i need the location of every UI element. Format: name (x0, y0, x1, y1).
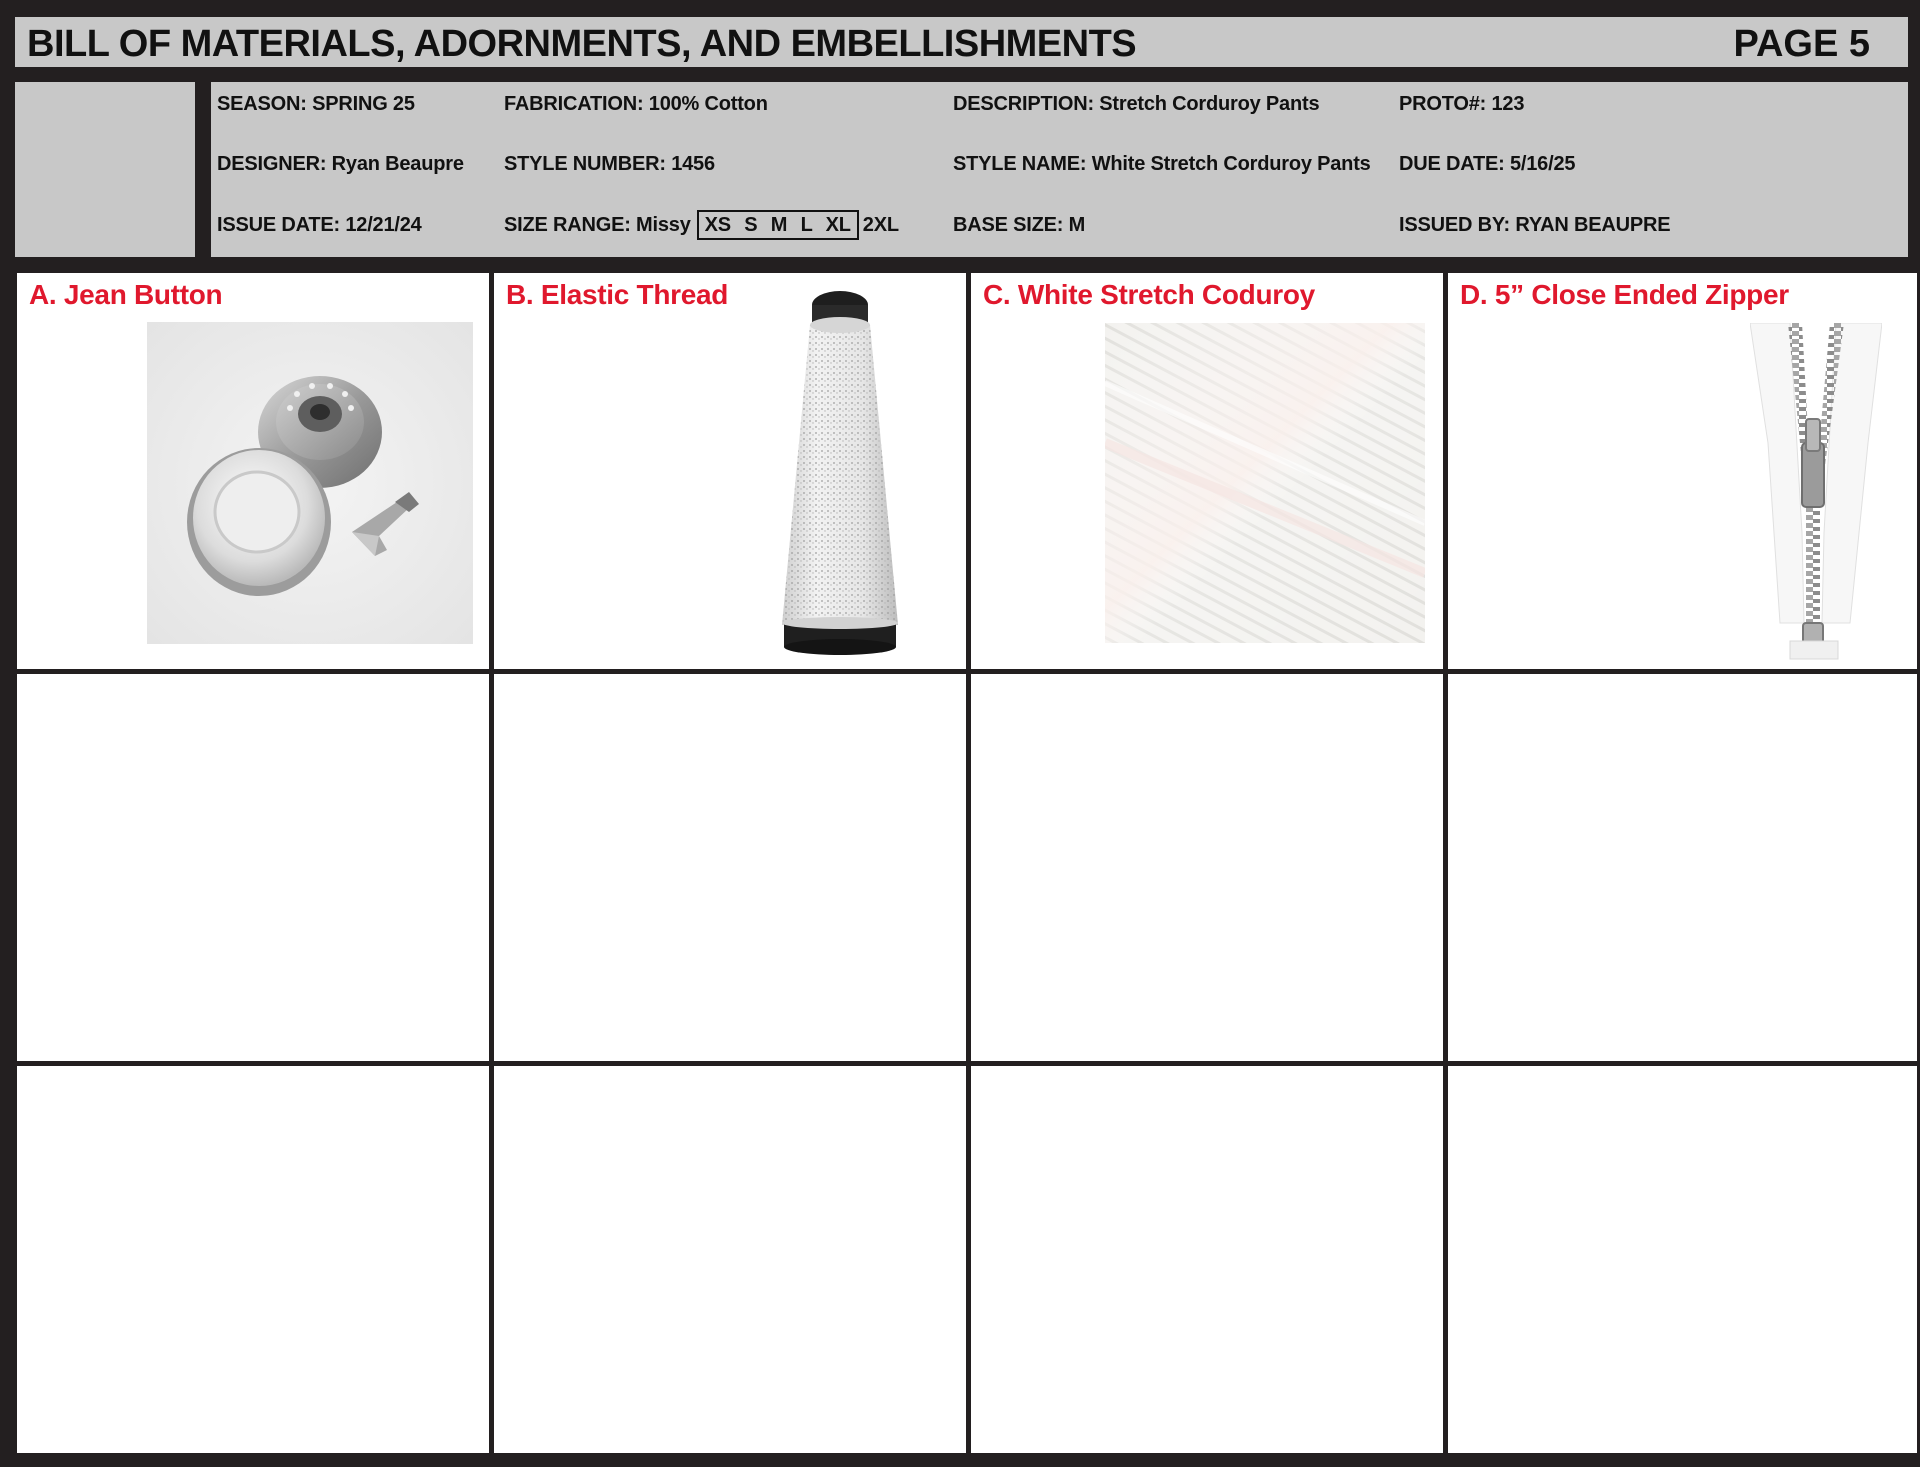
proto-field: PROTO#: 123 (1399, 93, 1525, 115)
spec-info-panel (211, 82, 1908, 257)
empty-cell (17, 674, 489, 1061)
fabrication-field: FABRICATION: 100% Cotton (504, 93, 768, 115)
material-label-a: A. Jean Button (29, 279, 223, 310)
season-field: SEASON: SPRING 25 (217, 93, 415, 115)
empty-cell (17, 1066, 489, 1453)
size-range-label: SIZE RANGE: Missy (504, 214, 691, 236)
material-label-d: D. 5” Close Ended Zipper (1460, 279, 1789, 310)
materials-grid (17, 273, 1908, 1456)
designer-field: DESIGNER: Ryan Beaupre (217, 153, 464, 175)
material-cell-b (494, 273, 966, 669)
size-range-field (504, 210, 899, 240)
jean-button-icon (147, 322, 473, 644)
empty-cell (494, 1066, 966, 1453)
description-field: DESCRIPTION: Stretch Corduroy Pants (953, 93, 1320, 115)
empty-cell (1448, 674, 1917, 1061)
size-range-boxed: XS S M L XL (697, 210, 859, 240)
material-label-c: C. White Stretch Coduroy (983, 279, 1315, 310)
material-cell-c (971, 273, 1443, 669)
material-cell-a (17, 273, 489, 669)
empty-cell (971, 674, 1443, 1061)
issue-date-field: ISSUE DATE: 12/21/24 (217, 214, 422, 236)
issued-by-field: ISSUED BY: RYAN BEAUPRE (1399, 214, 1671, 236)
title-bar (15, 17, 1908, 67)
style-name-field: STYLE NAME: White Stretch Corduroy Pants (953, 153, 1371, 175)
base-size-field: BASE SIZE: M (953, 214, 1086, 236)
page-title: BILL OF MATERIALS, ADORNMENTS, AND EMBELLISHMENTS (27, 23, 1137, 65)
material-label-b: B. Elastic Thread (506, 279, 729, 310)
size-range-extra: 2XL (862, 214, 899, 236)
empty-cell (1448, 1066, 1917, 1453)
empty-cell (971, 1066, 1443, 1453)
corduroy-swatch-icon (1105, 323, 1425, 643)
zipper-icon (1750, 323, 1882, 663)
page-number: PAGE 5 (1733, 23, 1870, 65)
logo-placeholder (15, 82, 195, 257)
material-cell-d (1448, 273, 1917, 669)
elastic-thread-cone-icon (766, 287, 914, 657)
style-number-field: STYLE NUMBER: 1456 (504, 153, 715, 175)
due-date-field: DUE DATE: 5/16/25 (1399, 153, 1576, 175)
empty-cell (494, 674, 966, 1061)
